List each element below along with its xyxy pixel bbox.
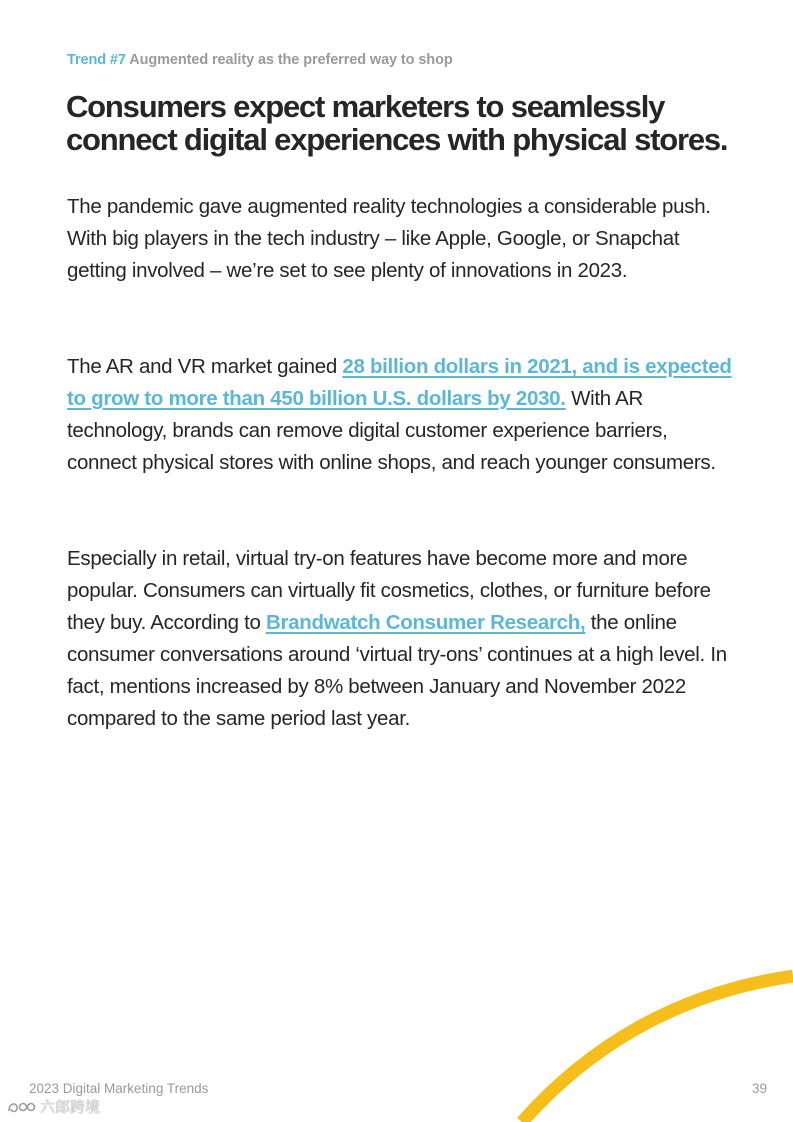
page-number: 39: [751, 1081, 767, 1096]
logo-icon: [6, 1099, 36, 1115]
watermark: [6, 1096, 100, 1117]
paragraph-text: With AR technology, brands can remove digital customer experience barriers, connect physical stores with online shops, and reach younger consumers.: [67, 387, 716, 474]
brandwatch-research-link[interactable]: Brandwatch Consumer Research,: [265, 611, 586, 634]
market-statistic-link[interactable]: 28 billion dollars in 2021, and is expected to grow to more than 450 billion U.S. dollars by 2030.: [67, 355, 732, 410]
paragraph-text: the online consumer conversations around ‘virtual try-ons’ continues at a high level. In fact, mentions increased by 8% between January and November 2022 compared to the same period last year.: [67, 611, 727, 730]
page-headline: Consumers expect marketers to seamlessly connect digital experiences with physical stores.: [66, 89, 728, 157]
watermark-text: 六郎跨境: [40, 1098, 101, 1116]
paragraph-text: The AR and VR market gained: [67, 355, 343, 378]
paragraph-text: Especially in retail, virtual try-on features have become more and more popular. Consumers can virtually fit cosmetics, clothes, or furniture before they buy. According to: [67, 547, 711, 634]
footer-title: 2023 Digital Marketing Trends: [29, 1081, 209, 1096]
trend-title: Augmented reality as the preferred way to shop: [129, 52, 453, 68]
body-paragraph-1: The pandemic gave augmented reality technologies a considerable push. With big players in the tech industry – like Apple, Google, or Snapchat getting involved – we’re set to see plenty of innovations in 2023.: [67, 195, 711, 282]
trend-number: Trend #7: [67, 52, 126, 68]
